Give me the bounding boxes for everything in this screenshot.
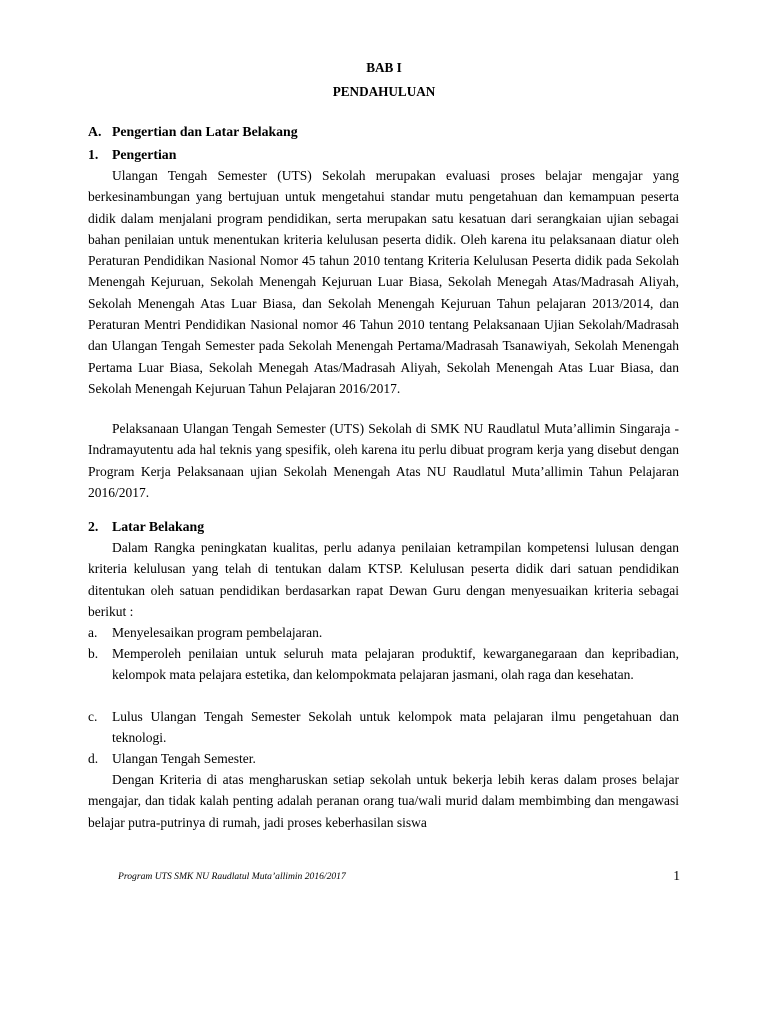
- list-marker: d.: [88, 751, 99, 766]
- section-a-title: Pengertian dan Latar Belakang: [112, 124, 298, 139]
- page-number: 1: [673, 868, 680, 883]
- list-item: [88, 622, 679, 643]
- list-marker: a.: [88, 625, 98, 640]
- list-text: Ulangan Tengah Semester.: [112, 751, 256, 766]
- section-a-marker: A.: [88, 124, 102, 139]
- subsection-2-title: Latar Belakang: [112, 519, 205, 534]
- paragraph-latar-belakang: Dalam Rangka peningkatan kualitas, perlu adanya penilaian ketrampilan kompetensi lulusan dengan kriteria kelulusan yang telah di tentukan dalam KTSP. Kelulusan peserta didik dari satuan pendidikan ditentukan oleh satuan pendidikan berdasarkan rapat Dewan Guru dengan menyesuaikan kriteria sebagai berikut :: [88, 540, 679, 619]
- section-a-heading: [88, 124, 298, 140]
- subsection-1-heading: [88, 147, 176, 163]
- chapter-title: PENDAHULUAN: [332, 84, 436, 99]
- list-text: Menyelesaikan program pembelajaran.: [112, 625, 323, 640]
- paragraph-pelaksanaan: Pelaksanaan Ulangan Tengah Semester (UTS) Sekolah di SMK NU Raudlatul Muta’allimin Singaraja - Indramayutentu ada hal teknis yang spesifik, oleh karena itu perlu dibuat program kerja yang disebut dengan Program Kerja Pelaksanaan ujian Sekolah Menengah Atas NU Raudlatul Muta’allimin Tahun Pelajaran 2016/2017.: [88, 421, 679, 500]
- subsection-2-heading: [88, 519, 204, 535]
- subsection-2-marker: 2.: [88, 519, 99, 534]
- paragraph-pengertian: Ulangan Tengah Semester (UTS) Sekolah merupakan evaluasi proses belajar mengajar yang berkesinambungan yang bertujuan untuk mengetahui standar mutu pengetahuan dan kemampuan peserta didik dalam menjalani program pendidikan, serta merupakan satu kesatuan dari serangkaian ujian sebagai bahan penilaian untuk menentukan kriteria kelulusan peserta didik. Oleh karena itu pelaksanaan diatur oleh Peraturan Pendidikan Nasional Nomor 45 tahun 2010 tentang Kriteria Kelulusan Peserta didik pada Sekolah Menengah Kejuruan, Sekolah Menengah Kejuruan Luar Biasa, Sekolah Menegah Atas/Madrasah Aliyah, Sekolah Menengah Atas Luar Biasa, dan Sekolah Menengah Kejuruan Tahun pelajaran 2013/2014, dan Peraturan Mentri Pendidikan Nasional nomor 46 Tahun 2010 tentang Pelaksanaan Ujian Sekolah/Madrasah dan Ulangan Tengah Semester pada Sekolah Menengah Pertama/Madrasah Tsanawiyah, Sekolah Menengah Pertama Luar Biasa, Sekolah Menegah Atas/Madrasah Aliyah, Sekolah Menengah Atas Luar Biasa, dan Sekolah Menengah Kejuruan Tahun Pelajaran 2016/2017.: [88, 168, 679, 396]
- paragraph-kriteria: Dengan Kriteria di atas mengharuskan setiap sekolah untuk bekerja lebih keras dalam proses belajar mengajar, dan tidak kalah penting adalah peranan orang tua/wali murid dalam membimbing dan mengawasi belajar putra-putrinya di rumah, jadi proses keberhasilan siswa: [88, 772, 679, 830]
- subsection-1-marker: 1.: [88, 147, 99, 162]
- subsection-1-title: Pengertian: [112, 147, 177, 162]
- footer-text: Program UTS SMK NU Raudlatul Muta’allimin 2016/2017: [118, 871, 346, 882]
- list-marker: b.: [88, 646, 99, 661]
- list-text: Lulus Ulangan Tengah Semester Sekolah untuk kelompok mata pelajaran ilmu pengetahuan dan teknologi.: [112, 709, 679, 746]
- list-item: [88, 706, 679, 749]
- chapter-number: BAB I: [366, 60, 402, 75]
- list-item: [88, 643, 679, 686]
- list-marker: c.: [88, 709, 98, 724]
- list-item: [88, 748, 679, 769]
- list-text: Memperoleh penilaian untuk seluruh mata pelajaran produktif, kewarganegaraan dan kepribadian, kelompok mata pelajara estetika, dan kelompokmata pelajaran jasmani, olah raga dan kesehatan.: [112, 646, 679, 683]
